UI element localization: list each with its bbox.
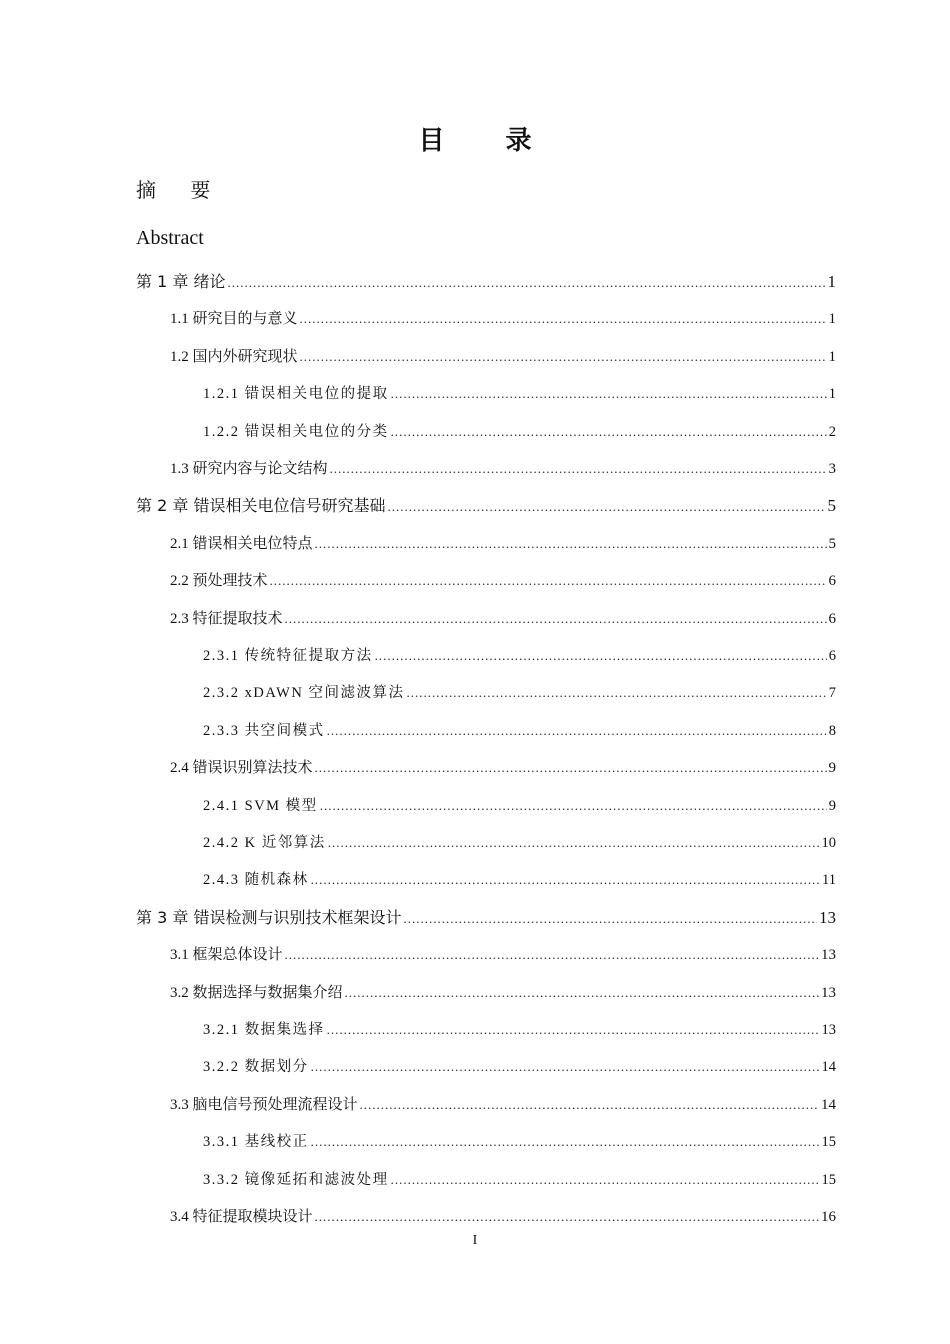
- toc-dot-leader: [285, 608, 827, 630]
- toc-dot-leader: [391, 421, 827, 443]
- toc-entry-page-number: 1: [828, 311, 836, 328]
- toc-entry-label: 第 2 章 错误相关电位信号研究基础: [136, 496, 386, 516]
- toc-entry-label: 2.4 错误识别算法技术: [170, 760, 313, 777]
- toc-entry-label: 3.3.2 镜像延拓和滤波处理: [203, 1171, 389, 1188]
- toc-entry-page-number: 2: [828, 423, 836, 440]
- toc-entry-page-number: 6: [828, 610, 836, 627]
- toc-entry-label: 3.2.1 数据集选择: [203, 1022, 325, 1038]
- page-number-footer: I: [472, 1233, 478, 1248]
- toc-entry[interactable]: [203, 832, 836, 854]
- toc-entry-page-number: 13: [821, 984, 836, 1001]
- toc-dot-leader: [387, 495, 825, 518]
- toc-entry[interactable]: [170, 570, 836, 592]
- toc-entry-page-number: 3: [828, 461, 836, 477]
- toc-entry-label: 3.4 特征提取模块设计: [170, 1209, 313, 1225]
- toc-entry[interactable]: [170, 1094, 836, 1116]
- toc-dot-leader: [311, 1131, 820, 1153]
- toc-entry-label: 1.2.2 错误相关电位的分类: [203, 423, 389, 440]
- toc-entry[interactable]: [203, 1131, 836, 1153]
- toc-entry-page-number: 5: [828, 535, 836, 552]
- toc-entry[interactable]: [170, 944, 836, 966]
- toc-entry[interactable]: [170, 1206, 836, 1228]
- toc-dot-leader: [330, 458, 827, 480]
- toc-entry[interactable]: [170, 982, 836, 1004]
- toc-entry-label: 1.1 研究目的与意义: [170, 311, 298, 328]
- toc-entry[interactable]: [136, 271, 836, 293]
- toc-entry[interactable]: [203, 383, 836, 405]
- toc-entry[interactable]: [136, 495, 836, 517]
- toc-entry-page-number: 9: [828, 760, 836, 777]
- toc-dot-leader: [345, 982, 819, 1004]
- toc-entry-label: 2.2 预处理技术: [170, 573, 268, 590]
- abstract-en-heading[interactable]: Abstract: [136, 227, 204, 249]
- toc-entry-page-number: 1: [828, 386, 836, 403]
- toc-entry-label: 3.2 数据选择与数据集介绍: [170, 984, 343, 1001]
- toc-entry-page-number: 7: [828, 685, 836, 702]
- toc-entry-page-number: 11: [822, 872, 836, 889]
- abstract-cn-heading[interactable]: 摘 要: [136, 178, 225, 202]
- toc-entry-page-number: 13: [821, 947, 836, 964]
- toc-dot-leader: [315, 533, 827, 555]
- toc-dot-leader: [300, 346, 827, 368]
- toc-entry[interactable]: [170, 458, 836, 480]
- toc-entry[interactable]: [203, 1169, 836, 1191]
- toc-entry[interactable]: [203, 1019, 836, 1041]
- toc-dot-leader: [300, 308, 827, 330]
- toc-entry-page-number: 1: [828, 348, 836, 365]
- toc-entry[interactable]: [203, 869, 836, 891]
- toc-entry[interactable]: [170, 757, 836, 779]
- toc-dot-leader: [270, 570, 827, 592]
- toc-entry[interactable]: [170, 608, 836, 630]
- toc-dot-leader: [328, 832, 820, 854]
- toc-entry-label: 第 1 章 绪论: [136, 272, 226, 291]
- toc-dot-leader: [315, 757, 827, 779]
- toc-entry[interactable]: [203, 795, 836, 817]
- toc-entry-label: 2.3.2 xDAWN 空间滤波算法: [203, 685, 405, 702]
- toc-entry[interactable]: [170, 308, 836, 330]
- toc-entry-label: 2.4.1 SVM 模型: [203, 797, 318, 814]
- toc-entry[interactable]: [203, 720, 836, 742]
- toc-dot-leader: [406, 682, 826, 704]
- toc-entry-page-number: 5: [827, 496, 836, 516]
- toc-entry[interactable]: [203, 421, 836, 443]
- toc-dot-leader: [375, 645, 827, 667]
- toc-entry[interactable]: [203, 1056, 836, 1078]
- toc-entry-label: 2.4.2 K 近邻算法: [203, 835, 326, 851]
- toc-dot-leader: [391, 1169, 820, 1191]
- toc-entry-page-number: 8: [828, 722, 836, 739]
- toc-entry-page-number: 15: [821, 1134, 836, 1151]
- toc-entry-page-number: 9: [828, 797, 836, 814]
- toc-dot-leader: [285, 944, 819, 966]
- toc-entry-label: 2.3 特征提取技术: [170, 610, 283, 627]
- toc-entry-page-number: 6: [828, 573, 836, 590]
- toc-entry-page-number: 16: [821, 1209, 836, 1225]
- toc-entry-label: 1.3 研究内容与论文结构: [170, 461, 328, 477]
- toc-dot-leader: [327, 720, 827, 742]
- toc-dot-leader: [327, 1019, 820, 1041]
- toc-entry-page-number: 6: [828, 648, 836, 664]
- toc-dot-leader: [320, 795, 827, 817]
- toc-entry-label: 3.2.2 数据划分: [203, 1059, 309, 1076]
- toc-entry-label: 1.2 国内外研究现状: [170, 348, 298, 365]
- toc-dot-leader: [360, 1094, 819, 1116]
- toc-entry-page-number: 15: [821, 1171, 836, 1188]
- toc-entry-label: 2.3.1 传统特征提取方法: [203, 648, 373, 664]
- toc-entry-label: 2.1 错误相关电位特点: [170, 535, 313, 552]
- toc-entry-page-number: 1: [827, 272, 836, 291]
- toc-entry[interactable]: [203, 645, 836, 667]
- page-title: 目 录: [418, 126, 558, 156]
- toc-dot-leader: [315, 1206, 819, 1228]
- toc-dot-leader: [391, 383, 827, 405]
- toc-entry-label: 3.1 框架总体设计: [170, 947, 283, 964]
- toc-entry-label: 2.3.3 共空间模式: [203, 722, 325, 739]
- toc-entry-page-number: 14: [821, 1096, 836, 1113]
- toc-dot-leader: [311, 1056, 820, 1078]
- toc-entry-page-number: 10: [821, 835, 836, 851]
- toc-entry-label: 2.4.3 随机森林: [203, 872, 309, 889]
- toc-dot-leader: [227, 271, 825, 294]
- toc-entry-label: 第 3 章 错误检测与识别技术框架设计: [136, 907, 402, 927]
- toc-entry-label: 3.3.1 基线校正: [203, 1134, 309, 1151]
- toc-entry-label: 3.3 脑电信号预处理流程设计: [170, 1096, 358, 1113]
- toc-entry-page-number: 13: [819, 907, 836, 927]
- toc-entry[interactable]: [136, 907, 836, 929]
- toc-dot-leader: [311, 869, 820, 891]
- toc-entry[interactable]: [170, 346, 836, 368]
- toc-entry-page-number: 13: [821, 1022, 836, 1038]
- toc-entry[interactable]: [170, 533, 836, 555]
- toc-entry-page-number: 14: [821, 1059, 836, 1076]
- toc-dot-leader: [403, 907, 817, 930]
- toc-entry[interactable]: [203, 682, 836, 704]
- toc-entry-label: 1.2.1 错误相关电位的提取: [203, 386, 389, 403]
